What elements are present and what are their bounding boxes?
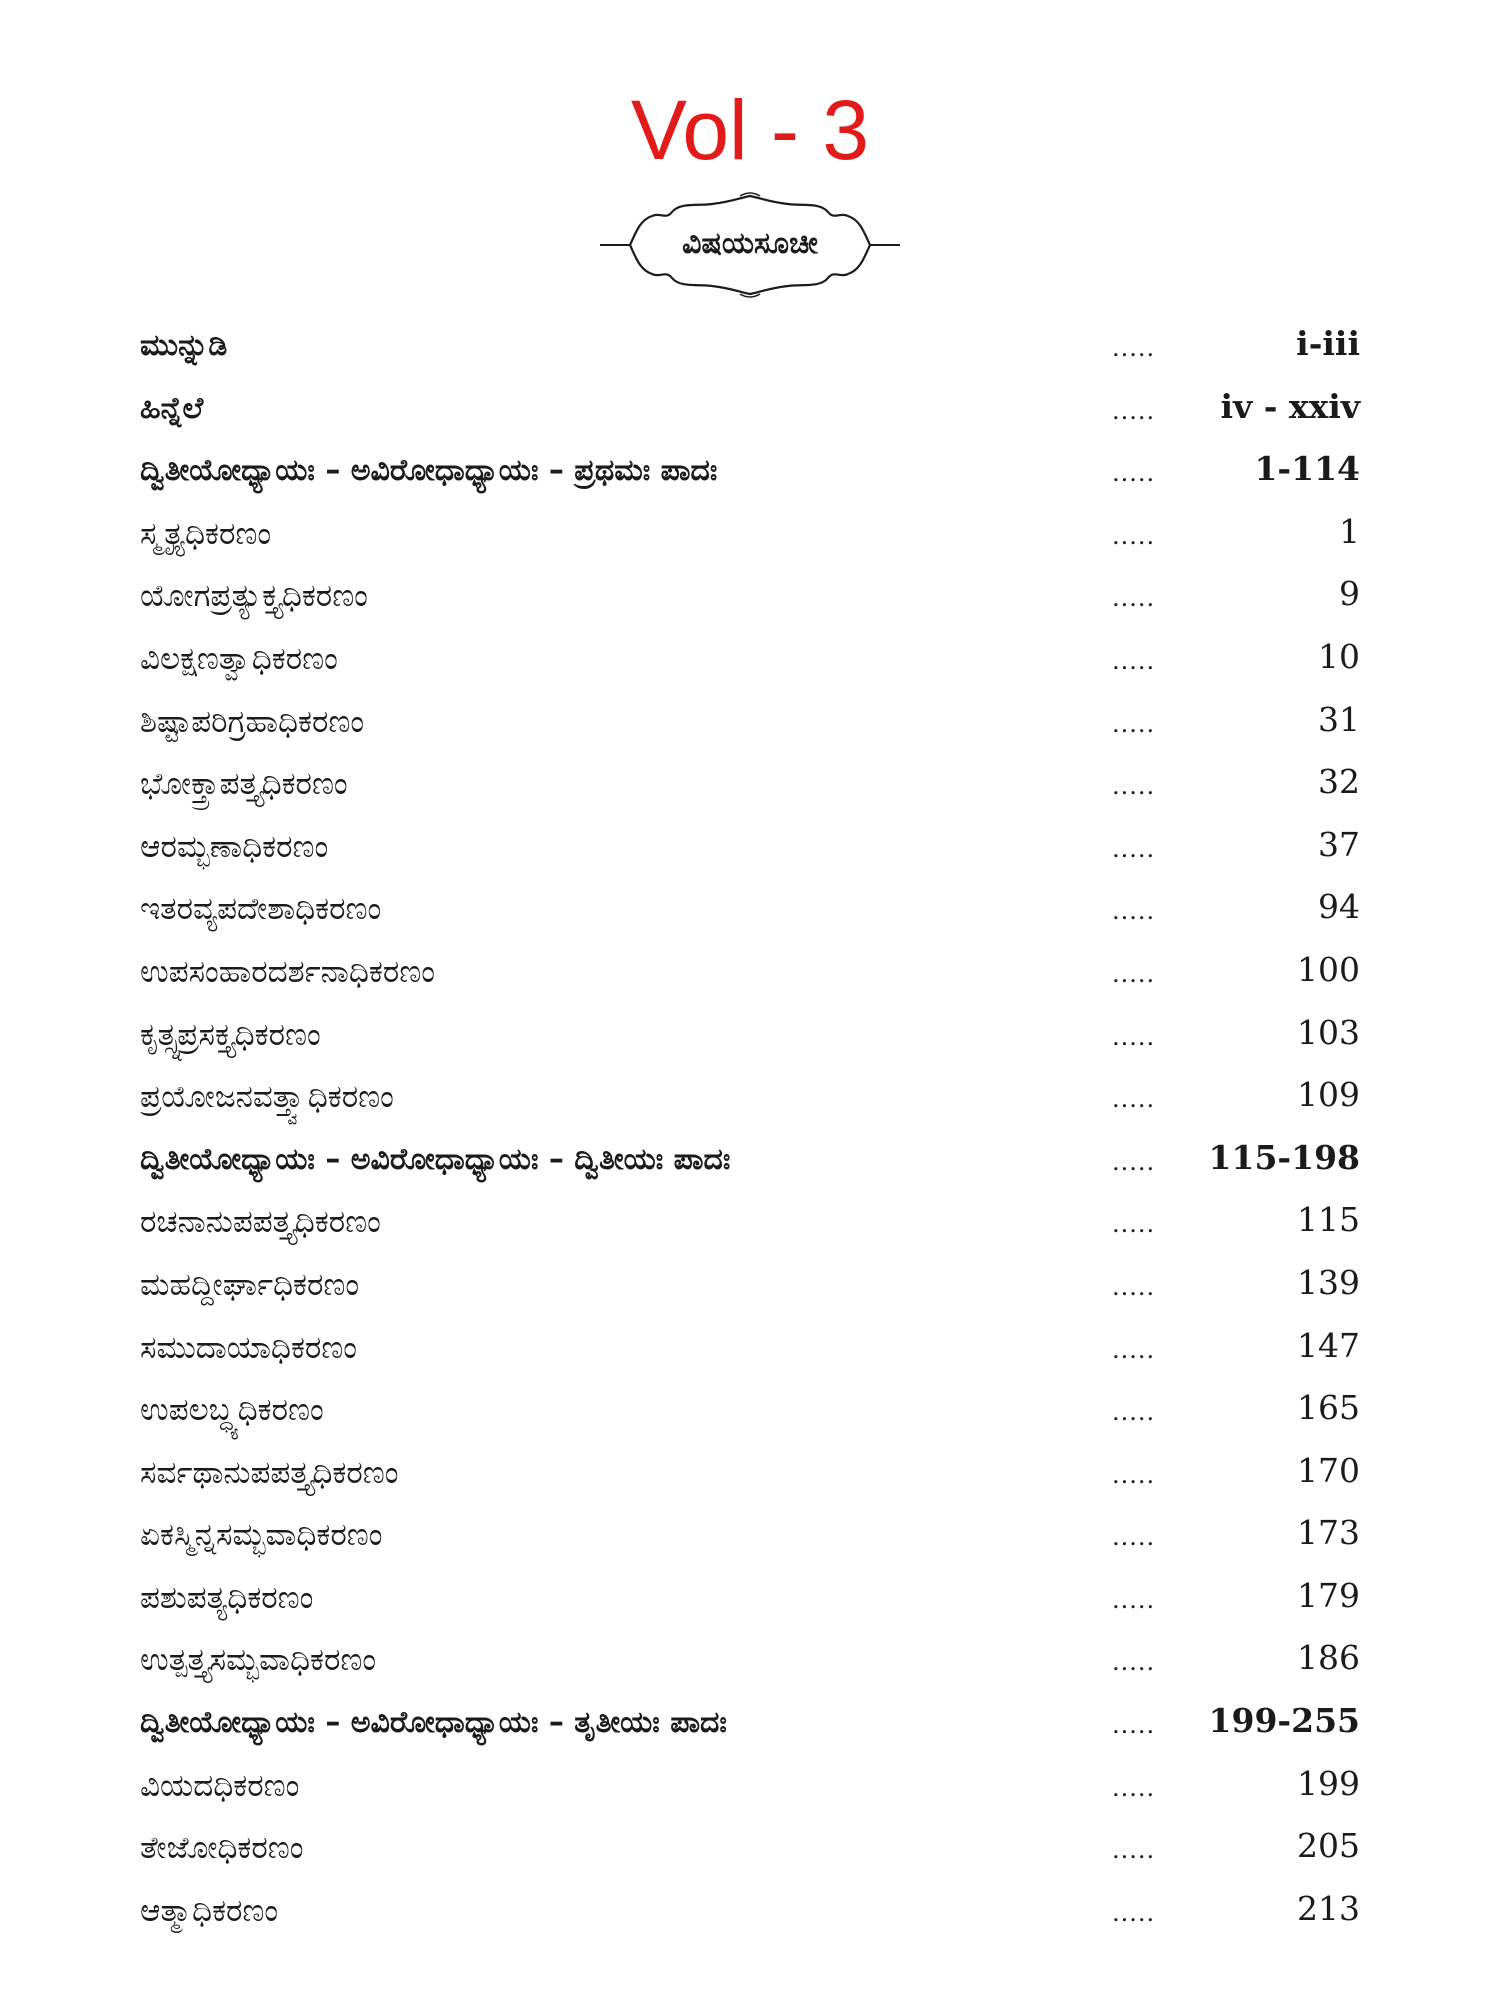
- toc-page-number: 31: [1318, 699, 1360, 739]
- toc-page-number: 9: [1339, 574, 1360, 614]
- toc-entry-title: ರಚನಾನುಪಪತ್ತ್ಯಧಿಕರಣಂ: [140, 1204, 381, 1241]
- toc-entry-row: [0, 1505, 1500, 1568]
- toc-section-row: [0, 1130, 1500, 1193]
- toc-page-number: 115: [1297, 1200, 1360, 1240]
- toc-page-number: 37: [1318, 824, 1360, 864]
- toc-dot-leader: .....: [1112, 772, 1156, 801]
- toc-page-number: 205: [1297, 1826, 1360, 1866]
- toc-page-number: 1-114: [1254, 449, 1360, 489]
- toc-page-number: 213: [1297, 1888, 1360, 1928]
- toc-page-number: 94: [1318, 887, 1360, 927]
- toc-entry-title: ಪ್ರಯೋಜನವತ್ತ್ವಾಧಿಕರಣಂ: [140, 1079, 394, 1116]
- toc-entry-row: [0, 1318, 1500, 1381]
- toc-entry-title: ಉಪಸಂಹಾರದರ್ಶನಾಧಿಕರಣಂ: [140, 953, 435, 990]
- toc-entry-title: ಸಮುದಾಯಾಧಿಕರಣಂ: [140, 1329, 357, 1366]
- toc-entry-row: [0, 692, 1500, 755]
- toc-entry-title: ಮುನ್ನುಡಿ: [140, 328, 228, 363]
- toc-entry-row: [0, 879, 1500, 942]
- toc-page-number: i-iii: [1296, 324, 1360, 363]
- heading-cartouche: [590, 190, 910, 300]
- toc-entry-row: [0, 1192, 1500, 1255]
- toc-page-number: 10: [1318, 636, 1360, 676]
- toc-section-row: [0, 441, 1500, 504]
- toc-entry-title: ಉಪಲಬ್ಧ್ಯಧಿಕರಣಂ: [140, 1392, 324, 1429]
- toc-page-number: 32: [1318, 762, 1360, 802]
- toc-dot-leader: .....: [1112, 834, 1156, 863]
- toc-dot-leader: .....: [1112, 1648, 1156, 1677]
- toc-entry-title: ಉತ್ಪತ್ತ್ಯಸಮ್ಭವಾಧಿಕರಣಂ: [140, 1642, 377, 1679]
- toc-page-number: 115-198: [1208, 1137, 1360, 1177]
- toc-dot-leader: .....: [1112, 1898, 1156, 1927]
- toc-page-number: 165: [1297, 1388, 1360, 1428]
- toc-entry-title: ಇತರವ್ಯಪದೇಶಾಧಿಕರಣಂ: [140, 891, 382, 928]
- toc-entry-title: ಆರಮ್ಭಣಾಧಿಕರಣಂ: [140, 828, 329, 865]
- toc-page-number: iv - xxiv: [1220, 386, 1360, 426]
- toc-entry-row: [0, 629, 1500, 692]
- toc-section-row: [0, 1693, 1500, 1756]
- toc-dot-leader: .....: [1112, 1210, 1156, 1239]
- toc-dot-leader: .....: [1112, 1272, 1156, 1301]
- toc-entry-row: [0, 1443, 1500, 1506]
- toc-entry-row: [0, 1630, 1500, 1693]
- toc-section-row: [0, 379, 1500, 442]
- toc-entry-row: [0, 1818, 1500, 1881]
- toc-entry-row: [0, 504, 1500, 567]
- toc-entry-title: ದ್ವಿತೀಯೋಧ್ಯಾಯಃ – ಅವಿರೋಧಾಧ್ಯಾಯಃ – ತೃತೀಯಃ ಪಾದಃ: [140, 1705, 727, 1741]
- toc-page-number: 179: [1297, 1575, 1360, 1615]
- toc-dot-leader: .....: [1112, 396, 1156, 425]
- toc-dot-leader: .....: [1112, 959, 1156, 988]
- toc-entry-row: [0, 754, 1500, 817]
- toc-section-row: [0, 316, 1500, 379]
- toc-page-number: 173: [1297, 1513, 1360, 1553]
- toc-entry-row: [0, 1255, 1500, 1318]
- toc-entry-title: ತೇಜೋಧಿಕರಣಂ: [140, 1830, 304, 1867]
- toc-dot-leader: .....: [1112, 709, 1156, 738]
- toc-dot-leader: .....: [1112, 646, 1156, 675]
- toc-entry-title: ದ್ವಿತೀಯೋಧ್ಯಾಯಃ – ಅವಿರೋಧಾಧ್ಯಾಯಃ – ದ್ವಿತೀಯಃ ಪಾದಃ: [140, 1141, 731, 1177]
- toc-entry-title: ಸ್ಮೃತ್ಯಧಿಕರಣಂ: [140, 515, 272, 552]
- toc-entry-row: [0, 1005, 1500, 1068]
- toc-page-number: 199-255: [1208, 1701, 1360, 1741]
- toc-dot-leader: .....: [1112, 1460, 1156, 1489]
- toc-entry-title: ಭೋಕ್ತ್ರಾಪತ್ತ್ಯಧಿಕರಣಂ: [140, 766, 348, 803]
- toc-entry-title: ಏಕಸ್ಮಿನ್ನಸಮ್ಭವಾಧಿಕರಣಂ: [140, 1517, 383, 1554]
- toc-dot-leader: .....: [1112, 334, 1156, 362]
- toc-entry-title: ಶಿಷ್ಟಾಪರಿಗ್ರಹಾಧಿಕರಣಂ: [140, 703, 365, 740]
- toc-page-number: 100: [1297, 949, 1360, 989]
- toc-dot-leader: .....: [1112, 1711, 1156, 1740]
- volume-title: Vol - 3: [630, 83, 870, 177]
- toc-entry-title: ಕೃತ್ಸ್ನಪ್ರಸಕ್ತ್ಯಧಿಕರಣಂ: [140, 1016, 321, 1053]
- toc-entry-title: ದ್ವಿತೀಯೋಧ್ಯಾಯಃ – ಅವಿರೋಧಾಧ್ಯಾಯಃ – ಪ್ರಥಮಃ ಪಾದಃ: [140, 453, 718, 489]
- toc-entry-row: [0, 1380, 1500, 1443]
- toc-entry-title: ಆತ್ಮಾಧಿಕರಣಂ: [140, 1892, 279, 1929]
- toc-page-number: 170: [1297, 1450, 1360, 1490]
- toc-entry-title: ಹಿನ್ನೆಲೆ: [140, 390, 204, 426]
- toc-page-number: 1: [1339, 511, 1360, 551]
- toc-entry-row: [0, 566, 1500, 629]
- toc-entry-title: ಪಶುಪತ್ಯಧಿಕರಣಂ: [140, 1579, 314, 1616]
- toc-entry-row: [0, 1881, 1500, 1944]
- contents-heading: ವಿಷಯಸೂಚೀ: [682, 226, 818, 261]
- toc-entry-title: ವಿಲಕ್ಷಣತ್ವಾಧಿಕರಣಂ: [140, 640, 338, 677]
- toc-entry-row: [0, 942, 1500, 1005]
- toc-dot-leader: .....: [1112, 897, 1156, 926]
- toc-entry-row: [0, 1756, 1500, 1819]
- toc-dot-leader: .....: [1112, 1523, 1156, 1552]
- toc-dot-leader: .....: [1112, 1022, 1156, 1051]
- toc-entry-title: ವಿಯದಧಿಕರಣಂ: [140, 1767, 300, 1804]
- toc-dot-leader: .....: [1112, 1335, 1156, 1364]
- toc-page-number: 186: [1297, 1638, 1360, 1678]
- toc-page-number: 199: [1297, 1763, 1360, 1803]
- toc-dot-leader: .....: [1112, 521, 1156, 550]
- toc-dot-leader: .....: [1112, 1585, 1156, 1614]
- toc-page-number: 147: [1297, 1325, 1360, 1365]
- toc-dot-leader: .....: [1112, 584, 1156, 613]
- toc-dot-leader: .....: [1112, 1147, 1156, 1176]
- toc-page-number: 109: [1297, 1075, 1360, 1115]
- toc-dot-leader: .....: [1112, 1773, 1156, 1802]
- toc-dot-leader: .....: [1112, 1085, 1156, 1114]
- toc-dot-leader: .....: [1112, 459, 1156, 488]
- toc-page-number: 139: [1297, 1262, 1360, 1302]
- toc-entry-title: ಸರ್ವಥಾನುಪಪತ್ತ್ಯಧಿಕರಣಂ: [140, 1454, 399, 1491]
- toc-entry-title: ಮಹದ್ದೀರ್ಘಾಧಿಕರಣಂ: [140, 1266, 360, 1303]
- toc-page-number: 103: [1297, 1012, 1360, 1052]
- toc-dot-leader: .....: [1112, 1398, 1156, 1427]
- toc-entry-title: ಯೋಗಪ್ರತ್ಯುಕ್ತ್ಯಧಿಕರಣಂ: [140, 578, 368, 615]
- table-of-contents: [0, 316, 1500, 1943]
- toc-dot-leader: .....: [1112, 1836, 1156, 1865]
- toc-entry-row: [0, 817, 1500, 880]
- toc-entry-row: [0, 1568, 1500, 1631]
- toc-entry-row: [0, 1067, 1500, 1130]
